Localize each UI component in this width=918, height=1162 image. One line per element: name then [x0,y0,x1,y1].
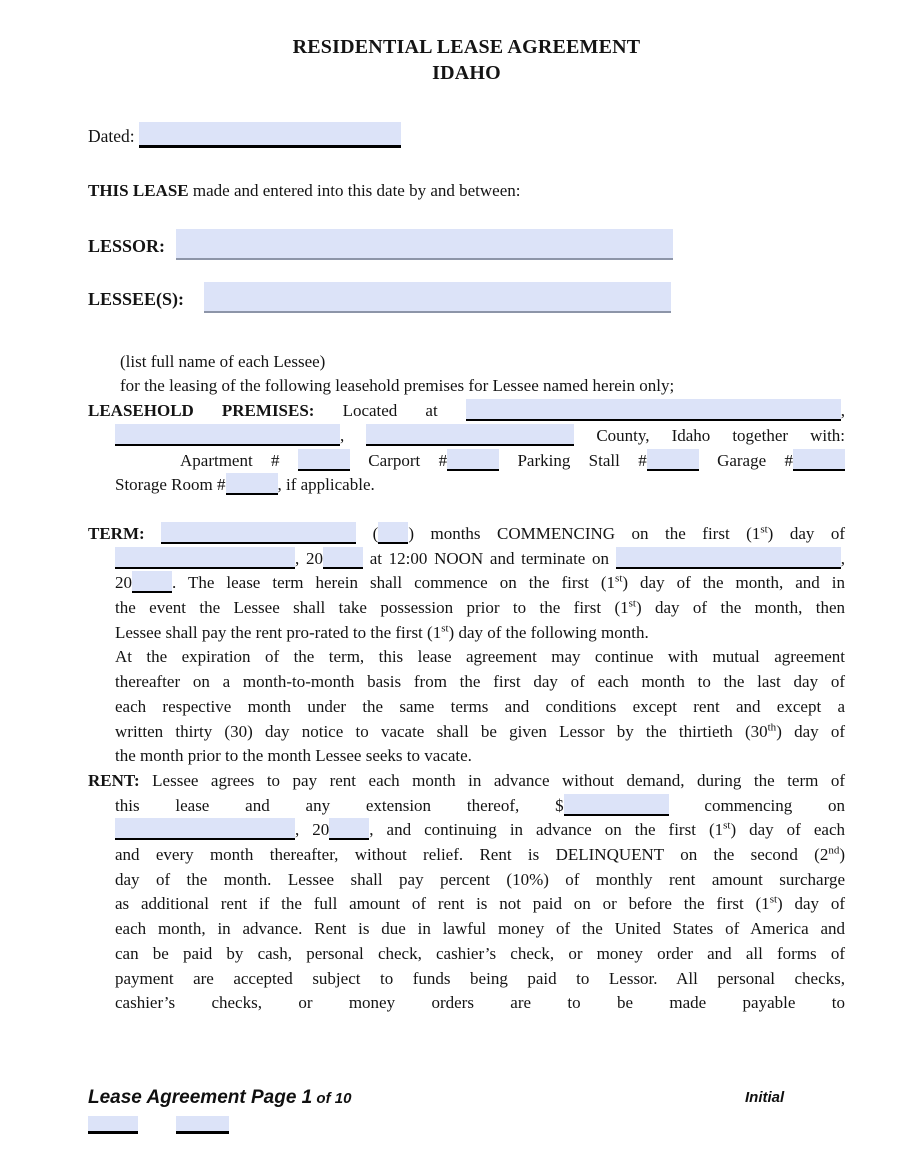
ordinal-suffix: nd [828,844,840,857]
comma-text: , [340,425,345,445]
document-title [88,34,845,86]
rent-text: as additional rent if the full amount of rent is not paid on or before the first (1 [115,894,770,914]
intro-text: made and entered into this date by and between: [192,181,521,200]
term-text: ) day of the month, then [635,598,845,618]
premises-line-2 [115,424,845,449]
term-renewal-line-2: thereafter on a month-to-month basis from the first day of each month to the last day of [115,672,845,692]
term-months-text-field[interactable] [161,522,356,544]
rent-text: commencing on [704,795,846,815]
dated-row [88,122,845,149]
footer-page-text: Lease Agreement Page 1 [88,1087,313,1108]
ordinal-suffix: st [441,622,449,635]
apartment-number-field[interactable] [298,449,350,471]
storage-room-number-field[interactable] [226,473,278,495]
rent-line-5: day of the month. Lessee shall pay percent (10%) of monthly rent amount surcharge [115,869,845,889]
lessee-note-line: (list full name of each Lessee) [120,351,326,371]
term-end-year-field[interactable] [132,571,172,593]
ordinal-suffix: th [767,720,777,733]
term-start-month-field[interactable] [115,547,295,569]
rent-line-1 [88,769,845,794]
premises-line-1 [88,399,845,424]
premises-county-field[interactable] [366,424,574,446]
term-text: Lessee shall pay the rent pro-rated to the first (1 [115,622,442,642]
term-line-5 [115,621,845,646]
term-line-4 [115,596,845,621]
lessor-field[interactable] [176,229,673,260]
term-start-year-field[interactable] [323,547,363,569]
lessee-row [88,282,845,314]
rent-text: ) day of each [730,820,845,840]
close-paren: ) [408,523,414,543]
lessee-field[interactable] [204,282,671,313]
ordinal-suffix: st [628,597,636,610]
parking-stall-label: Parking Stall # [517,450,647,470]
term-text: the event the Lessee shall take possession prior to the first (1 [115,598,629,618]
leasing-note-line: for the leasing of the following leasehold premises for Lessee named herein only; [120,376,675,396]
rent-line-7: each month, in advance. Rent is due in lawful money of the United States of America and [115,919,845,939]
rent-amount-field[interactable] [564,794,669,816]
if-applicable-text: , if applicable. [277,475,375,495]
term-text: at 12:00 NOON and terminate on [369,548,610,568]
rent-line-10: cashier’s checks, or money orders are to be made payable to [115,993,845,1013]
rent-text: Lessee agrees to pay rent each month in advance without demand, during the term of [152,770,846,790]
dollar-sign: $ [555,795,564,815]
term-text: written thirty (30) day notice to vacate shall be given Lessor by the thirtieth (30 [115,721,768,741]
footer-initial-label: Initial [745,1089,785,1106]
initial-field-1[interactable] [88,1116,138,1134]
title-line-2: IDAHO [432,62,501,84]
rent-text: and every month thereafter, without relief. Rent is DELINQUENT on the second (2 [115,845,829,865]
term-renewal-line-4 [115,720,845,745]
lessee-label: LESSEE(S): [88,288,185,309]
dated-label: Dated: [88,126,135,146]
storage-room-label: Storage Room # [115,475,226,495]
term-line-3 [115,571,845,596]
term-label: TERM: [88,523,145,543]
rent-line-2 [115,794,845,819]
term-line-1 [88,522,845,547]
term-text: ) day of [767,523,846,543]
term-text: , 20 [295,548,323,568]
ordinal-suffix: st [615,572,623,585]
leasehold-premises-label: LEASEHOLD PREMISES: [88,401,315,421]
ordinal-suffix: st [769,893,778,906]
carport-label: Carport # [368,450,448,470]
term-text: ) day of the following month. [448,622,649,642]
term-renewal-line-5: the month prior to the month Lessee seeks to vacate. [115,746,472,766]
premises-line-3 [180,449,845,474]
premises-address-field[interactable] [466,399,841,421]
rent-line-8: can be paid by cash, personal check, cashier’s check, or money order and all forms of [115,943,845,963]
footer-initial-fields [88,1114,229,1134]
premises-city-field[interactable] [115,424,340,446]
term-text: ) day of the month, and in [622,573,845,593]
term-months-number-field[interactable] [378,522,408,544]
ordinal-suffix: st [723,819,731,832]
footer-of-text: of 10 [312,1090,352,1107]
term-text: months COMMENCING on the first (1 [430,523,761,543]
rent-label: RENT: [88,770,140,790]
rent-text: this lease and any extension thereof, [115,795,520,815]
apartment-label: Apartment # [180,450,280,470]
open-paren: ( [372,523,379,543]
term-line-2 [115,547,845,572]
dated-field[interactable] [139,122,401,148]
located-at-text: Located at [342,401,438,421]
garage-number-field[interactable] [793,449,845,471]
parking-stall-number-field[interactable] [647,449,699,471]
rent-text: , 20 [295,820,330,840]
rent-text: ) day of [777,894,845,914]
term-section [88,522,845,1016]
term-end-date-field[interactable] [616,547,841,569]
rent-start-date-field[interactable] [115,818,295,840]
comma-text: , [840,548,846,568]
county-text: County, Idaho together with: [596,425,846,445]
carport-number-field[interactable] [447,449,499,471]
term-renewal-line-3: each respective month under the same terms and conditions except rent and except a [115,696,845,716]
term-text: ) day of [776,721,845,741]
term-text: 20 [115,573,132,593]
rent-line-4 [115,843,845,868]
title-line-1: RESIDENTIAL LEASE AGREEMENT [292,36,641,58]
term-renewal-line-1: At the expiration of the term, this lease agreement may continue with mutual agreement [115,647,845,667]
term-text: . The lease term herein shall commence on the first (1 [172,573,616,593]
rent-text: , and continuing in advance on the first (1 [369,820,724,840]
garage-label: Garage # [717,450,794,470]
rent-line-3 [115,818,845,843]
rent-line-9: payment are accepted subject to funds being paid to Lessor. All personal checks, [115,968,845,988]
premises-line-4 [115,473,845,498]
footer-page-label [88,1087,351,1109]
comma-text: , [840,401,846,421]
rent-line-6 [115,892,845,917]
rent-text: ) [839,845,845,865]
lessor-row [88,229,845,261]
initial-field-2[interactable] [176,1116,229,1134]
lessor-label: LESSOR: [88,235,166,256]
this-lease-label: THIS LEASE [88,181,189,200]
intro-row [88,179,845,204]
ordinal-suffix: st [760,523,768,536]
rent-start-year-field[interactable] [329,818,369,840]
